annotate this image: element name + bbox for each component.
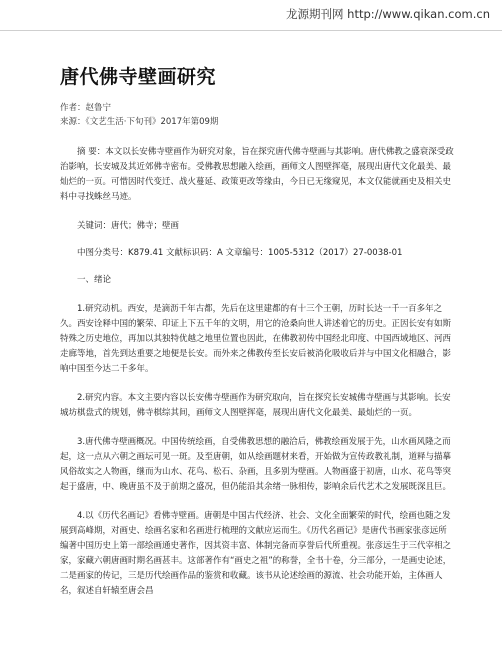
paragraph: 3.唐代佛寺壁画概况。中国传统绘画，自受佛教思想的融洽后，佛教绘画发展于先，山水画风隆之而起，这一点从六朝之画坛可见一斑。及至唐朝，如从绘画题材来看，开始做为宣传政教礼制，道释与描摹风俗故实之人物画，继而为山水、花鸟、松石、杂画，且多别为壁画。人物画盛于初唐，山水、花鸟等突起于盛唐，中、晚唐虽不及于前期之盛况，但仍能沿其余绪一脉相传，影响余后代艺术之发展既深且巨。 (60, 437, 452, 492)
author-name: 赵鲁宁 (85, 103, 112, 113)
header-divider (0, 30, 502, 31)
classification-line: 中图分类号：K879.41 文献标识码：A 文章编号：1005-5312（2017）27-0038-01 (77, 248, 403, 258)
section-heading: 一、绪论 (77, 275, 112, 285)
article-content (60, 62, 454, 599)
paragraph: 1.研究动机。西安，是滴沥千年古都，先后在这里建都的有十三个王朝，历时长达一千一百多年之久。西安诠释中国的繁荣、印证上下五千年的文明，用它的沧桑向世人讲述着它的历史。正因长安有如斯特殊之历史地位，再加以其独特优越之地里位置也因此，在佛教初传中国经北印度、中国西域地区、河西走廊等地，首先到达重要之地便是长安。而外来之佛教传至长安后被消化吸收后并与中国文化相融合，影响中国至今达二千多年。 (60, 304, 452, 374)
source-label: 来源： (60, 117, 86, 127)
author-label: 作者： (60, 103, 86, 113)
abstract: 摘 要：本文以长安佛寺壁画作为研究对象，旨在探究唐代佛寺壁画与其影响。唐代佛教之盛衰深受政治影响，长安城及其近郊佛寺密布。受佛教思想融入绘画，画师文人图壁挥毫，展现出唐代文化最美、最灿烂的一页。可惜因时代变迁、战火蔓延、政策更改等缘由，今日已无缘窥见，本文仅能就画史及相关史料中寻找蛛丝马迹。 (60, 147, 454, 202)
article-title: 唐代佛寺壁画研究 (60, 66, 217, 88)
source-text: 《文艺生活·下旬刊》2017年第09期 (85, 117, 219, 127)
source-line (60, 115, 454, 129)
author-line (60, 101, 454, 115)
site-header: 龙源期刊网 http://www.qikan.com.cn (286, 7, 490, 21)
paragraph: 4.以《历代名画记》看佛寺壁画。唐朝是中国古代经济、社会、文化全面繁荣的时代，绘画也随之发展到高峰期，对画史、绘画名家和名画进行梳理的文献应运而生。《历代名画记》是唐代书画家张彦远所编著中国历史上第一部绘画通史著作，因其资丰富、体制完备而享誉后代所重视。张彦远生于三代宰相之家，家藏六朝唐画时期名画甚丰。这部著作有“画史之祖”的称誉，全书十卷，分三部分，一是画史论述，二是画家的传记，三是历代绘画作品的鉴赏和收藏。该书从论述绘画的源流、社会功能开始，主体画人名，叙述自轩辕至唐会昌 (60, 511, 452, 596)
keywords: 关键词：唐代；佛寺；壁画 (77, 221, 180, 231)
paragraph: 2.研究内容。本文主要内容以长安佛寺壁画作为研究取向，旨在探究长安城佛寺壁画与其影响。长安城坊棋盘式的规划，佛寺棋综其间，画师文人图壁挥毫，展现出唐代文化最美、最灿烂的一页。 (60, 393, 451, 418)
